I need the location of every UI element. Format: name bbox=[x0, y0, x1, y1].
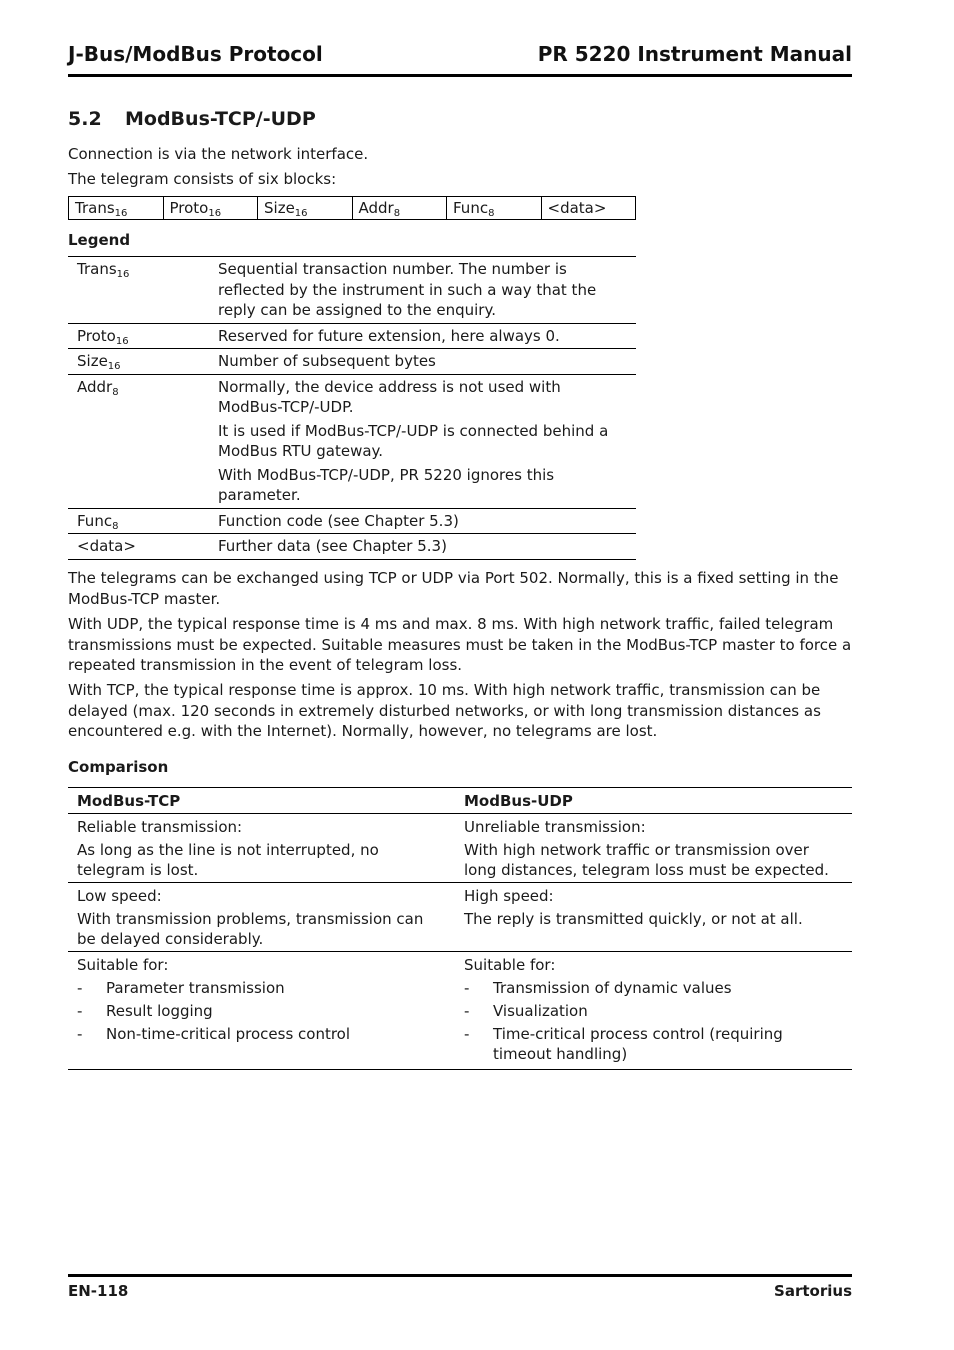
cell-line: Unreliable transmission: bbox=[464, 818, 646, 836]
udp-cell bbox=[455, 883, 852, 952]
comparison-table bbox=[68, 787, 852, 1070]
list-item: - Non-time-critical process control bbox=[77, 1025, 351, 1043]
cell-line: High speed: bbox=[464, 887, 554, 905]
intro-paragraph-2: The telegram consists of six blocks: bbox=[68, 170, 337, 188]
legend-definition-line: It is used if ModBus-TCP/-UDP is connected behind a ModBus RTU gateway. bbox=[218, 421, 609, 460]
cell-line: With high network traffic or transmission over long distances, telegram loss must be expected. bbox=[464, 841, 829, 879]
legend-term: Trans$_{16}$ bbox=[68, 257, 218, 324]
legend-term: Func$_8$ bbox=[68, 508, 218, 534]
comparison-header-row bbox=[68, 788, 852, 814]
body-paragraph-1: The telegrams can be exchanged using TCP or UDP via Port 502. Normally, this is a fixed setting in the ModBus-TCP master. bbox=[68, 569, 839, 608]
block-cell: Proto$_{16}$ bbox=[163, 197, 258, 220]
legend-term: <data> bbox=[68, 534, 218, 560]
block-cell: Trans$_{16}$ bbox=[69, 197, 164, 220]
cell-line: As long as the line is not interrupted, no telegram is lost. bbox=[77, 841, 379, 879]
list-item: - Visualization bbox=[464, 1002, 588, 1020]
legend-table bbox=[68, 256, 636, 560]
cell-line: With transmission problems, transmission can be delayed considerably. bbox=[77, 910, 424, 948]
column-header-udp: ModBus-UDP bbox=[455, 788, 852, 814]
tcp-cell bbox=[68, 883, 455, 952]
intro-paragraph-1: Connection is via the network interface. bbox=[68, 145, 369, 163]
legend-row bbox=[68, 508, 636, 534]
manual-page bbox=[68, 0, 852, 1350]
comparison-row bbox=[68, 883, 852, 952]
legend-row bbox=[68, 374, 636, 508]
legend-definition: Reserved for future extension, here always 0. bbox=[218, 323, 636, 349]
block-cell: Size$_{16}$ bbox=[258, 197, 353, 220]
cell-line: Suitable for: bbox=[77, 956, 169, 974]
udp-cell bbox=[455, 952, 852, 1070]
list-item: - Transmission of dynamic values bbox=[464, 979, 732, 997]
legend-definition-line: With ModBus-TCP/-UDP, PR 5220 ignores this parameter. bbox=[218, 465, 555, 504]
column-header-tcp: ModBus-TCP bbox=[68, 788, 455, 814]
block-cell: Func$_8$ bbox=[447, 197, 542, 220]
legend-term: Addr$_8$ bbox=[68, 374, 218, 508]
legend-definition: Sequential transaction number. The number is reflected by the instrument in such a way that the reply can be assigned to the enquiry. bbox=[218, 257, 636, 324]
cell-line: The reply is transmitted quickly, or not at all. bbox=[464, 910, 803, 928]
legend-term: Size$_{16}$ bbox=[68, 349, 218, 375]
body-paragraph-3: With TCP, the typical response time is approx. 10 ms. With high network traffic, transmission can be delayed (max. 120 seconds in extremely disturbed networks, or with long transmission distances as encountered e.g. with the Internet). Normally, however, no telegrams are lost. bbox=[68, 681, 821, 740]
footer-brand: Sartorius bbox=[774, 1282, 852, 1300]
legend-definition: Number of subsequent bytes bbox=[218, 349, 636, 375]
page-header bbox=[68, 40, 852, 77]
legend-row bbox=[68, 257, 636, 324]
legend-heading: Legend bbox=[68, 231, 131, 249]
list-item: - Time-critical process control (requiring timeout handling) bbox=[464, 1025, 783, 1063]
section-title: ModBus-TCP/-UDP bbox=[125, 108, 316, 130]
block-cell: Addr$_8$ bbox=[352, 197, 447, 220]
udp-cell bbox=[455, 814, 852, 883]
section-heading bbox=[68, 108, 316, 130]
header-manual-title: PR 5220 Instrument Manual bbox=[537, 42, 852, 66]
telegram-blocks-row bbox=[69, 197, 636, 220]
list-item: - Parameter transmission bbox=[77, 979, 285, 997]
legend-definition: Further data (see Chapter 5.3) bbox=[218, 534, 636, 560]
legend-definition bbox=[218, 374, 636, 508]
cell-line: Reliable transmission: bbox=[77, 818, 243, 836]
comparison-row bbox=[68, 952, 852, 1070]
section-number: 5.2 bbox=[68, 108, 102, 130]
telegram-blocks-table bbox=[68, 196, 636, 220]
tcp-cell bbox=[68, 952, 455, 1070]
header-chapter: J-Bus/ModBus Protocol bbox=[68, 42, 323, 66]
body-paragraph-2: With UDP, the typical response time is 4 ms and max. 8 ms. With high network traffic, failed telegram transmissions must be expected. Suitable measures must be taken in the ModBus-TCP master to force a repeated transmission in the event of telegram loss. bbox=[68, 615, 852, 674]
cell-line: Suitable for: bbox=[464, 956, 556, 974]
page-number: EN-118 bbox=[68, 1282, 129, 1300]
legend-row bbox=[68, 349, 636, 375]
list-item: - Result logging bbox=[77, 1002, 213, 1020]
legend-term: Proto$_{16}$ bbox=[68, 323, 218, 349]
page-footer bbox=[68, 1274, 852, 1300]
legend-row bbox=[68, 323, 636, 349]
block-cell: <data> bbox=[541, 197, 636, 220]
comparison-heading: Comparison bbox=[68, 758, 169, 776]
cell-line: Low speed: bbox=[77, 887, 162, 905]
legend-definition: Function code (see Chapter 5.3) bbox=[218, 508, 636, 534]
tcp-cell bbox=[68, 814, 455, 883]
comparison-row bbox=[68, 814, 852, 883]
legend-definition-line: Normally, the device address is not used with ModBus-TCP/-UDP. bbox=[218, 377, 561, 416]
legend-row bbox=[68, 534, 636, 560]
